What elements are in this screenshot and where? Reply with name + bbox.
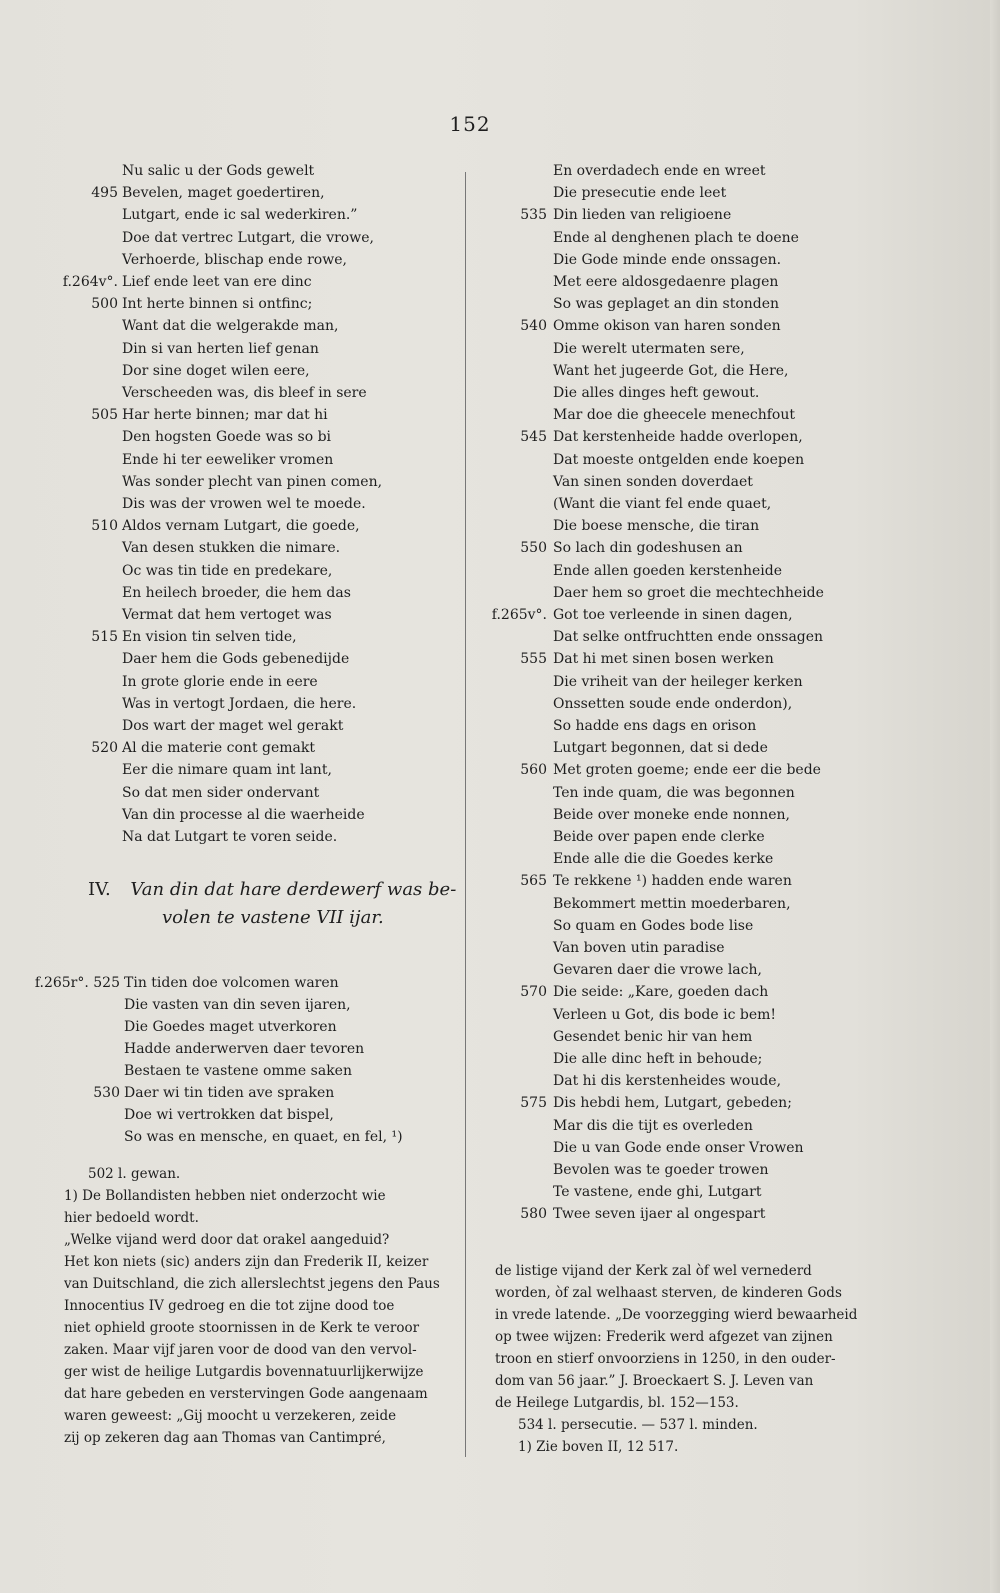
verse-text: Verhoerde, blischap ende rowe, bbox=[122, 251, 347, 268]
verse-text: Lutgart begonnen, dat si dede bbox=[553, 740, 768, 757]
verse-text: Hadde anderwerven daer tevoren bbox=[124, 1041, 365, 1057]
verse-text: Verscheeden was, dis bleef in sere bbox=[122, 385, 367, 401]
footnote-line: hier bedoeld wordt. bbox=[64, 1210, 199, 1226]
verse-text: So was en mensche, en quaet, en fel, ¹) bbox=[124, 1129, 403, 1145]
footnote-line: 502 l. gewan. bbox=[88, 1166, 181, 1182]
verse-text: Dat moeste ontgelden ende koepen bbox=[553, 451, 805, 468]
verse-text: Te vastene, ende ghi, Lutgart bbox=[553, 1184, 762, 1201]
verse-text: Twee seven ijaer al ongespart bbox=[553, 1206, 766, 1223]
verse-number: f.265r°. 525 bbox=[34, 975, 120, 991]
verse-text: Die werelt utermaten sere, bbox=[553, 340, 745, 357]
verse-number: 535 bbox=[520, 207, 547, 224]
verse-text: Int herte binnen si ontfinc; bbox=[122, 296, 313, 313]
verse-text: Ten inde quam, die was begonnen bbox=[553, 784, 795, 801]
footnote-line: de listige vijand der Kerk zal òf wel vernederd bbox=[495, 1263, 812, 1279]
column-divider bbox=[465, 172, 466, 1457]
verse-text: Want dat die welgerakde man, bbox=[122, 318, 339, 335]
verse-number: 570 bbox=[520, 984, 547, 1001]
verse-text: In grote glorie ende in eere bbox=[122, 673, 318, 690]
verse-number: 555 bbox=[520, 651, 547, 668]
verse-text: Bekommert mettin moederbaren, bbox=[553, 895, 791, 912]
verse-text: Dat hi met sinen bosen werken bbox=[553, 651, 774, 668]
verse-text: Die presecutie ende leet bbox=[553, 185, 727, 202]
verse-text: Har herte binnen; mar dat hi bbox=[122, 407, 328, 424]
footnote-line: „Welke vijand werd door dat orakel aangeduid? bbox=[64, 1232, 390, 1248]
verse-text: Ende allen goeden kerstenheide bbox=[553, 562, 782, 579]
section-heading-line2 bbox=[162, 906, 384, 930]
footnote-line: in vrede latende. „De voorzegging wierd bewaarheid bbox=[495, 1307, 858, 1323]
verse-number: 550 bbox=[520, 540, 547, 557]
footnote-line: niet ophield groote stoornissen in de Kerk te veroor bbox=[64, 1320, 420, 1336]
verse-text: Bestaen te vastene omme saken bbox=[124, 1063, 352, 1079]
verse-text: Die u van Gode ende onser Vrowen bbox=[553, 1139, 804, 1156]
verse-text: Dat hi dis kerstenheides woude, bbox=[553, 1073, 782, 1090]
verse-text: Onssetten soude ende onderdon), bbox=[553, 695, 793, 712]
verse-text: Din lieden van religioene bbox=[553, 207, 732, 224]
verse-text: Die Goedes maget utverkoren bbox=[124, 1019, 337, 1035]
verse-text: Gevaren daer die vrowe lach, bbox=[553, 962, 762, 979]
verse-number: 495 bbox=[91, 185, 118, 202]
verse-text: Bevolen was te goeder trowen bbox=[553, 1162, 769, 1178]
verse-text: Die vriheit van der heileger kerken bbox=[553, 673, 803, 690]
verse-text: So hadde ens dags en orison bbox=[553, 718, 757, 734]
verse-text: Doe wi vertrokken dat bispel, bbox=[124, 1107, 334, 1123]
verse-number: 505 bbox=[91, 407, 118, 424]
verse-text: Die alles dinges heft gewout. bbox=[553, 385, 760, 401]
verse-text: Got toe verleende in sinen dagen, bbox=[553, 607, 793, 623]
verse-number: 530 bbox=[93, 1085, 120, 1101]
verse-text: So was geplaget an din stonden bbox=[553, 296, 780, 313]
verse-text: Beide over papen ende clerke bbox=[553, 829, 765, 845]
verse-number: 565 bbox=[520, 873, 547, 890]
verse-text: Aldos vernam Lutgart, die goede, bbox=[122, 518, 360, 535]
verse-text: Dis hebdi hem, Lutgart, gebeden; bbox=[553, 1095, 792, 1112]
verse-text: Te rekkene ¹) hadden ende waren bbox=[553, 873, 792, 890]
verse-number: 510 bbox=[91, 518, 118, 535]
verse-text: Na dat Lutgart te voren seide. bbox=[122, 829, 338, 845]
section-numeral: IV. bbox=[88, 879, 111, 900]
verse-text: Beide over moneke ende nonnen, bbox=[553, 806, 790, 823]
verse-text: Want het jugeerde Got, die Here, bbox=[553, 362, 789, 379]
verse-text: So quam en Godes bode lise bbox=[553, 917, 754, 934]
verse-text: Mar dis die tijt es overleden bbox=[553, 1117, 753, 1134]
verse-text: Was in vertogt Jordaen, die here. bbox=[122, 695, 357, 712]
verse-text: Doe dat vertrec Lutgart, die vrowe, bbox=[122, 229, 374, 246]
verse-text: Die alle dinc heft in behoude; bbox=[553, 1051, 763, 1067]
section-title-line1: Van din dat hare derdewerf was be- bbox=[130, 879, 457, 900]
verse-text: Oc was tin tide en predekare, bbox=[122, 562, 333, 579]
verse-text: Tin tiden doe volcomen waren bbox=[124, 975, 339, 991]
verse-text: Dor sine doget wilen eere, bbox=[122, 362, 310, 379]
verse-text: Eer die nimare quam int lant, bbox=[122, 762, 332, 779]
verse-text: Nu salic u der Gods gewelt bbox=[122, 163, 315, 179]
page-number: 152 bbox=[449, 112, 491, 136]
footnote-line: Het kon niets (sic) anders zijn dan Frederik II, keizer bbox=[64, 1254, 429, 1270]
verse-text: Lutgart, ende ic sal wederkiren.” bbox=[122, 207, 358, 224]
verse-text: Van sinen sonden doverdaet bbox=[553, 473, 753, 490]
verse-text: Dos wart der maget wel gerakt bbox=[122, 718, 344, 734]
verse-text: Van boven utin paradise bbox=[553, 940, 725, 956]
footnote-line: zaken. Maar vijf jaren voor de dood van den vervol- bbox=[64, 1342, 417, 1358]
verse-number: 580 bbox=[520, 1206, 547, 1223]
verse-text: Dat selke ontfruchtten ende onssagen bbox=[553, 629, 824, 646]
verse-text: Die vasten van din seven ijaren, bbox=[124, 997, 351, 1013]
verse-text: Was sonder plecht van pinen comen, bbox=[122, 473, 383, 490]
verse-text: En overdadech ende en wreet bbox=[553, 163, 766, 179]
verse-text: Verleen u Got, dis bode ic bem! bbox=[553, 1006, 777, 1023]
footnote-line: de Heilege Lutgardis, bl. 152—153. bbox=[495, 1395, 739, 1411]
verse-text: Den hogsten Goede was so bi bbox=[122, 429, 332, 446]
verse-text: Met eere aldosgedaenre plagen bbox=[553, 274, 779, 290]
verse-number: f.264v°. bbox=[62, 274, 118, 290]
verse-text: En vision tin selven tide, bbox=[122, 629, 297, 646]
verse-text: Dat kerstenheide hadde overlopen, bbox=[553, 429, 803, 446]
verse-number: 545 bbox=[520, 429, 547, 446]
section-title-line2: volen te vastene VII ijar. bbox=[162, 907, 384, 928]
verse-text: (Want die viant fel ende quaet, bbox=[553, 496, 772, 512]
verse-text: Daer hem die Gods gebenedijde bbox=[122, 651, 350, 668]
verse-text: Gesendet benic hir van hem bbox=[553, 1028, 753, 1045]
verse-text: Daer hem so groet die mechtechheide bbox=[553, 584, 824, 601]
verse-text: Vermat dat hem vertoget was bbox=[122, 607, 332, 623]
verse-text: Die seide: „Kare, goeden dach bbox=[553, 984, 769, 1001]
verse-text: Die boese mensche, die tiran bbox=[553, 518, 760, 535]
verse-text: Bevelen, maget goedertiren, bbox=[122, 185, 325, 202]
verse-number: 575 bbox=[520, 1095, 547, 1112]
footnote-line: van Duitschland, die zich allerslechtst jegens den Paus bbox=[64, 1276, 440, 1292]
verse-text: Din si van herten lief genan bbox=[122, 340, 319, 357]
verse-text: Die Gode minde ende onssagen. bbox=[553, 251, 782, 268]
footnote-line: 1) De Bollandisten hebben niet onderzocht wie bbox=[64, 1188, 386, 1204]
verse-number: 560 bbox=[520, 762, 547, 779]
verse-text: Met groten goeme; ende eer die bede bbox=[553, 762, 821, 779]
verse-text: Van din processe al die waerheide bbox=[122, 806, 365, 823]
footnote-line: worden, òf zal welhaast sterven, de kinderen Gods bbox=[495, 1285, 842, 1301]
verse-text: Lief ende leet van ere dinc bbox=[122, 274, 312, 290]
footnote-line: troon en stierf onvoorziens in 1250, in den ouder- bbox=[495, 1351, 836, 1367]
verse-number: 515 bbox=[91, 629, 118, 646]
verse-text: Al die materie cont gemakt bbox=[122, 740, 315, 757]
verse-text: So lach din godeshusen an bbox=[553, 540, 743, 557]
footnote-line: waren geweest: „Gij moocht u verzekeren, zeide bbox=[64, 1408, 397, 1424]
verse-number: f.265v°. bbox=[491, 607, 547, 623]
verse-number: 520 bbox=[91, 740, 118, 757]
verse-text: Van desen stukken die nimare. bbox=[122, 540, 341, 557]
verse-text: So dat men sider ondervant bbox=[122, 784, 320, 801]
verse-text: Ende hi ter eeweliker vromen bbox=[122, 451, 334, 468]
verse-number: 540 bbox=[520, 318, 547, 335]
footnote-line: zij op zekeren dag aan Thomas van Cantimpré, bbox=[64, 1430, 386, 1446]
footnote-line: dat hare gebeden en verstervingen Gode aangenaam bbox=[64, 1386, 428, 1402]
footnote-line: ger wist de heilige Lutgardis bovennatuurlijkerwijze bbox=[64, 1364, 424, 1380]
verse-number: 500 bbox=[91, 296, 118, 313]
footnote-line: dom van 56 jaar.” J. Broeckaert S. J. Leven van bbox=[495, 1373, 814, 1389]
verse-text: Ende al denghenen plach te doene bbox=[553, 229, 799, 246]
page-spine-edge bbox=[990, 0, 1000, 1593]
verse-text: Daer wi tin tiden ave spraken bbox=[124, 1085, 335, 1101]
footnote-line: 1) Zie boven II, 12 517. bbox=[518, 1439, 679, 1455]
verse-text: Mar doe die gheecele menechfout bbox=[553, 407, 795, 424]
verse-text: Dis was der vrowen wel te moede. bbox=[122, 496, 366, 512]
verse-text: Ende alle die die Goedes kerke bbox=[553, 851, 774, 868]
footnote-line: op twee wijzen: Frederik werd afgezet van zijnen bbox=[495, 1329, 833, 1345]
footnote-line: Innocentius IV gedroeg en die tot zijne dood toe bbox=[64, 1298, 395, 1314]
footnote-line: 534 l. persecutie. — 537 l. minden. bbox=[518, 1417, 758, 1433]
verse-text: En heilech broeder, die hem das bbox=[122, 584, 351, 601]
verse-text: Omme okison van haren sonden bbox=[553, 318, 781, 335]
